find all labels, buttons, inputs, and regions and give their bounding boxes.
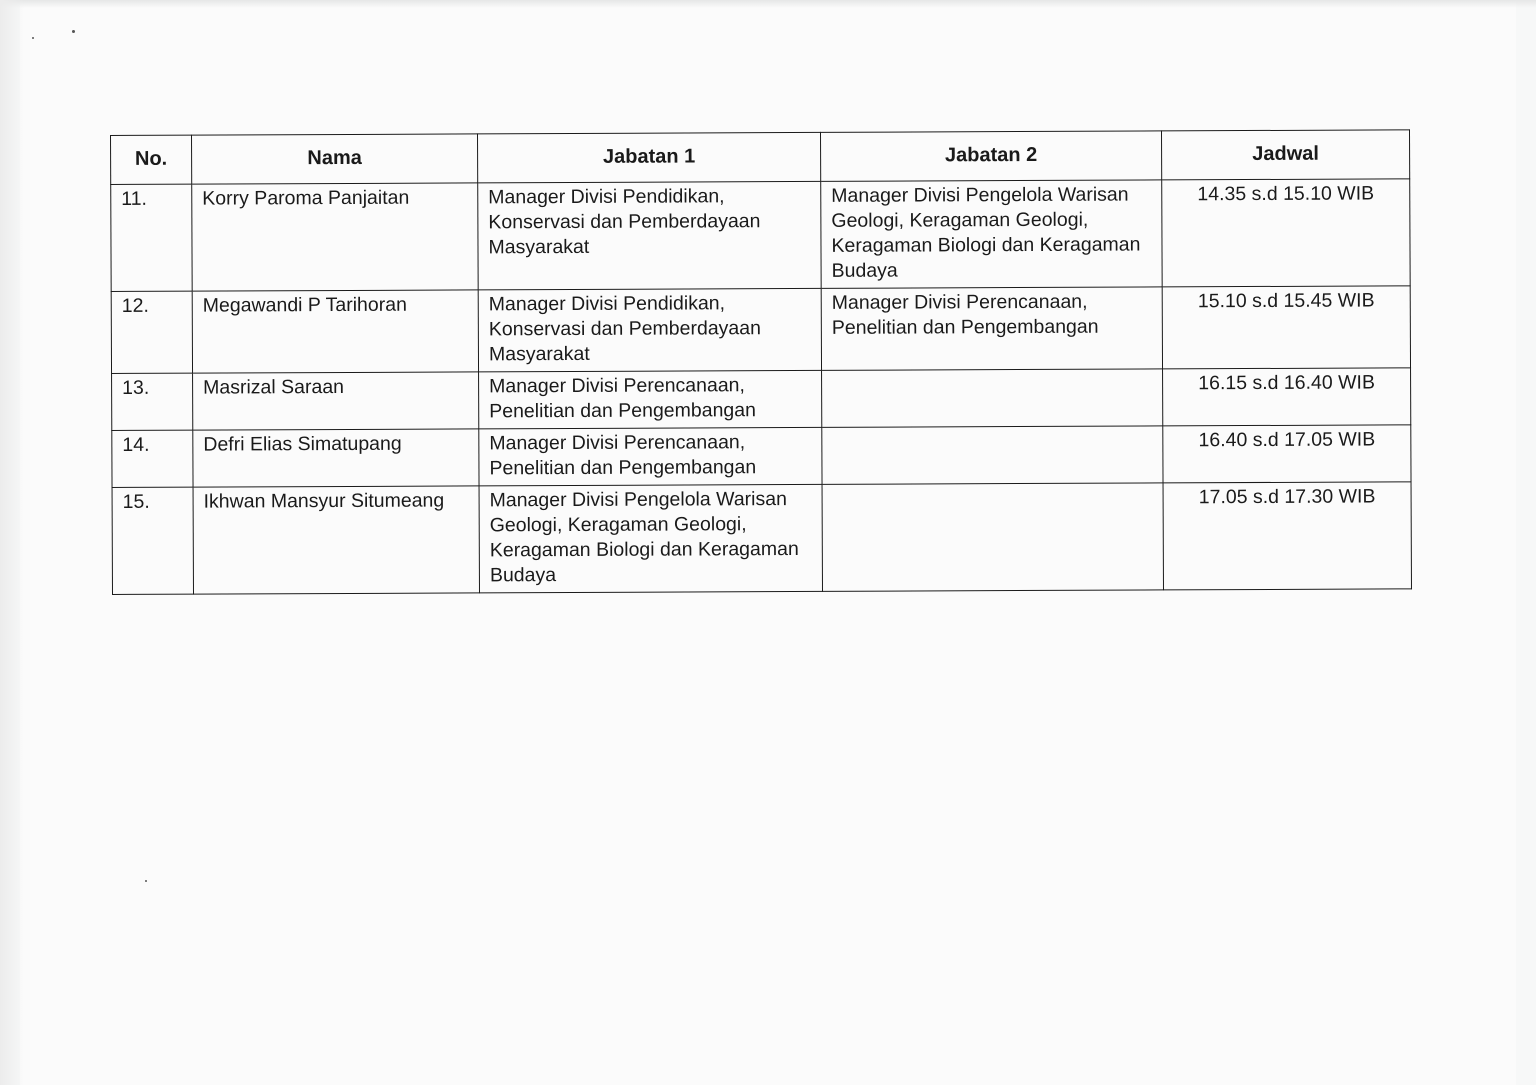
cell-nama: Defri Elias Simatupang	[193, 429, 479, 487]
scan-edge-left	[0, 0, 24, 1085]
table-row	[111, 286, 1410, 374]
cell-no: 11.	[111, 184, 192, 291]
scan-speck	[145, 880, 147, 882]
cell-jabatan-2	[822, 369, 1163, 427]
cell-no: 15.	[112, 487, 193, 594]
cell-jabatan-2	[822, 483, 1163, 591]
cell-no: 13.	[112, 373, 193, 430]
header-no: No.	[111, 135, 192, 184]
table-row	[112, 425, 1411, 488]
cell-nama: Ikhwan Mansyur Situmeang	[193, 486, 479, 594]
table-row	[111, 179, 1410, 292]
table-row	[112, 482, 1411, 595]
header-jabatan-2: Jabatan 2	[820, 131, 1161, 181]
scan-speck	[32, 37, 34, 39]
cell-jadwal: 15.10 s.d 15.45 WIB	[1162, 286, 1410, 369]
scan-edge-top	[0, 0, 1536, 8]
cell-no: 12.	[111, 291, 192, 373]
cell-jabatan-1: Manager Divisi Perencanaan, Penelitian dan Pengembangan	[479, 370, 822, 428]
cell-jabatan-2	[822, 426, 1163, 484]
scan-speck	[72, 30, 75, 33]
cell-jabatan-2: Manager Divisi Perencanaan, Penelitian dan Pengembangan	[821, 287, 1162, 370]
cell-jadwal: 16.40 s.d 17.05 WIB	[1163, 425, 1411, 483]
cell-nama: Korry Paroma Panjaitan	[192, 183, 478, 291]
cell-jabatan-1: Manager Divisi Perencanaan, Penelitian dan Pengembangan	[479, 427, 822, 485]
cell-jabatan-1: Manager Divisi Pendidikan, Konservasi dan Pemberdayaan Masyarakat	[478, 181, 821, 289]
header-jadwal: Jadwal	[1161, 130, 1409, 180]
cell-jabatan-1: Manager Divisi Pendidikan, Konservasi dan Pemberdayaan Masyarakat	[478, 288, 821, 371]
schedule-table	[110, 129, 1412, 595]
cell-jabatan-1: Manager Divisi Pengelola Warisan Geologi, Keragaman Geologi, Keragaman Biologi dan Keragaman Budaya	[479, 484, 822, 592]
table-header-row	[111, 130, 1410, 185]
cell-jabatan-2: Manager Divisi Pengelola Warisan Geologi, Keragaman Geologi, Keragaman Biologi dan Keragaman Budaya	[821, 180, 1162, 288]
header-nama: Nama	[192, 134, 478, 184]
cell-jadwal: 17.05 s.d 17.30 WIB	[1163, 482, 1411, 590]
cell-nama: Masrizal Saraan	[193, 372, 479, 430]
header-jabatan-1: Jabatan 1	[477, 132, 820, 182]
cell-nama: Megawandi P Tarihoran	[192, 290, 478, 373]
cell-no: 14.	[112, 430, 193, 487]
table-row	[112, 368, 1411, 431]
cell-jadwal: 16.15 s.d 16.40 WIB	[1163, 368, 1411, 426]
cell-jadwal: 14.35 s.d 15.10 WIB	[1162, 179, 1410, 287]
